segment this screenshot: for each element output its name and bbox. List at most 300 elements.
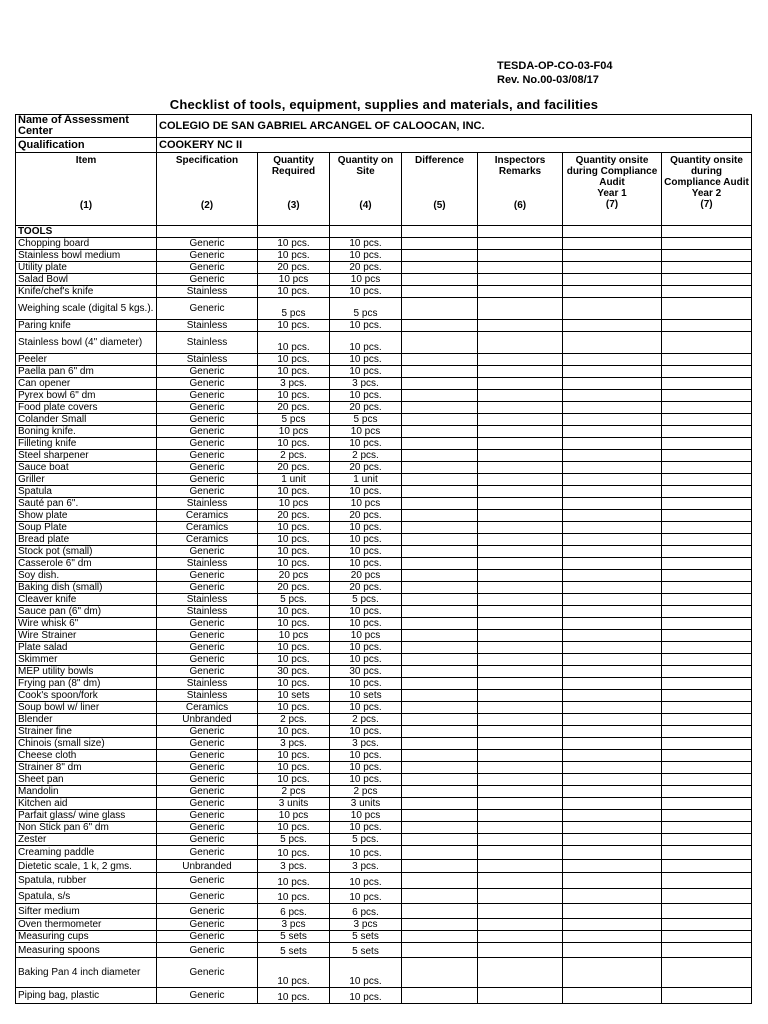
item-cell: Salad Bowl	[16, 274, 157, 286]
table-row	[16, 873, 752, 889]
quantity-onsite-cell: 10 pcs.	[330, 822, 402, 834]
specification-cell: Generic	[157, 931, 258, 943]
table-row	[16, 366, 752, 378]
quantity-required-cell: 10 pcs.	[258, 320, 330, 332]
inspectors-remarks-cell	[478, 426, 563, 438]
inspectors-remarks-cell	[478, 750, 563, 762]
quantity-onsite-cell: 10 pcs.	[330, 558, 402, 570]
specification-cell: Generic	[157, 762, 258, 774]
audit-year2-cell	[662, 654, 752, 666]
item-cell: Measuring spoons	[16, 943, 157, 958]
quantity-onsite-cell: 2 pcs.	[330, 714, 402, 726]
difference-cell	[402, 810, 478, 822]
item-cell: Casserole 6" dm	[16, 558, 157, 570]
audit-year1-cell	[563, 238, 662, 250]
quantity-onsite-cell: 5 pcs.	[330, 594, 402, 606]
quantity-required-cell: 20 pcs.	[258, 582, 330, 594]
inspectors-remarks-cell	[478, 630, 563, 642]
inspectors-remarks-cell	[478, 762, 563, 774]
difference-cell	[402, 582, 478, 594]
audit-year1-cell	[563, 738, 662, 750]
specification-cell: Stainless	[157, 606, 258, 618]
quantity-required-cell: 10 pcs.	[258, 438, 330, 450]
table-row	[16, 462, 752, 474]
quantity-required-cell: 5 sets	[258, 931, 330, 943]
specification-cell: Generic	[157, 822, 258, 834]
quantity-onsite-cell: 3 pcs.	[330, 738, 402, 750]
audit-year2-cell	[662, 846, 752, 860]
audit-year2-cell	[662, 522, 752, 534]
specification-cell: Generic	[157, 390, 258, 402]
table-row	[16, 889, 752, 904]
difference-cell	[402, 558, 478, 570]
item-cell: Paring knife	[16, 320, 157, 332]
table-row	[16, 298, 752, 320]
specification-cell: Generic	[157, 726, 258, 738]
specification-cell: Generic	[157, 426, 258, 438]
audit-year2-cell	[662, 822, 752, 834]
audit-year1-cell	[563, 702, 662, 714]
difference-cell	[402, 988, 478, 1004]
difference-cell	[402, 438, 478, 450]
inspectors-remarks-cell	[478, 654, 563, 666]
difference-cell	[402, 486, 478, 498]
inspectors-remarks-cell	[478, 738, 563, 750]
item-cell: Cleaver knife	[16, 594, 157, 606]
quantity-onsite-cell: 10 pcs.	[330, 618, 402, 630]
audit-year2-cell	[662, 726, 752, 738]
audit-year2-cell	[662, 618, 752, 630]
inspectors-remarks-cell	[478, 873, 563, 889]
audit-year2-cell	[662, 558, 752, 570]
item-cell: Wire whisk 6"	[16, 618, 157, 630]
quantity-required-cell: 5 pcs.	[258, 834, 330, 846]
inspectors-remarks-cell	[478, 534, 563, 546]
table-row	[16, 618, 752, 630]
col-item-header: Item (1)	[16, 153, 157, 226]
inspectors-remarks-cell	[478, 486, 563, 498]
inspectors-remarks-cell	[478, 582, 563, 594]
quantity-required-cell: 10 pcs	[258, 630, 330, 642]
audit-year2-cell	[662, 834, 752, 846]
col-specification-header: Specification (2)	[157, 153, 258, 226]
form-code: TESDA-OP-CO-03-F04	[497, 60, 613, 72]
quantity-onsite-cell: 10 pcs	[330, 810, 402, 822]
audit-year1-cell	[563, 498, 662, 510]
audit-year1-cell	[563, 810, 662, 822]
table-row	[16, 798, 752, 810]
quantity-required-cell: 10 pcs.	[258, 889, 330, 904]
audit-year2-cell	[662, 810, 752, 822]
difference-cell	[402, 834, 478, 846]
inspectors-remarks-cell	[478, 366, 563, 378]
quantity-required-cell: 2 pcs.	[258, 714, 330, 726]
quantity-required-cell: 5 pcs	[258, 298, 330, 320]
inspectors-remarks-cell	[478, 250, 563, 262]
quantity-required-cell: 10 pcs.	[258, 642, 330, 654]
specification-cell: Generic	[157, 919, 258, 931]
quantity-onsite-cell: 10 pcs.	[330, 642, 402, 654]
item-cell: Food plate covers	[16, 402, 157, 414]
audit-year1-cell	[563, 873, 662, 889]
specification-cell: Generic	[157, 750, 258, 762]
audit-year2-cell	[662, 666, 752, 678]
audit-year1-cell	[563, 450, 662, 462]
inspectors-remarks-cell	[478, 726, 563, 738]
inspectors-remarks-cell	[478, 690, 563, 702]
quantity-required-cell: 10 pcs.	[258, 654, 330, 666]
quantity-onsite-cell: 10 pcs.	[330, 438, 402, 450]
specification-cell: Generic	[157, 798, 258, 810]
audit-year1-cell	[563, 320, 662, 332]
quantity-required-cell: 5 pcs	[258, 414, 330, 426]
item-cell: Measuring cups	[16, 931, 157, 943]
audit-year1-cell	[563, 822, 662, 834]
audit-year1-cell	[563, 332, 662, 354]
audit-year1-cell	[563, 618, 662, 630]
inspectors-remarks-cell	[478, 298, 563, 320]
specification-cell: Ceramics	[157, 510, 258, 522]
specification-cell: Generic	[157, 873, 258, 889]
item-cell: Cook's spoon/fork	[16, 690, 157, 702]
quantity-onsite-cell: 10 pcs.	[330, 366, 402, 378]
quantity-onsite-cell: 10 pcs.	[330, 846, 402, 860]
specification-cell: Generic	[157, 570, 258, 582]
quantity-required-cell: 10 pcs.	[258, 618, 330, 630]
item-cell: Kitchen aid	[16, 798, 157, 810]
table-row	[16, 690, 752, 702]
audit-year1-cell	[563, 786, 662, 798]
specification-cell: Generic	[157, 834, 258, 846]
audit-year2-cell	[662, 332, 752, 354]
audit-year1-cell	[563, 414, 662, 426]
table-row	[16, 390, 752, 402]
specification-cell: Generic	[157, 402, 258, 414]
audit-year2-cell	[662, 702, 752, 714]
audit-year2-cell	[662, 714, 752, 726]
inspectors-remarks-cell	[478, 846, 563, 860]
quantity-required-cell: 10 pcs.	[258, 846, 330, 860]
item-cell: Skimmer	[16, 654, 157, 666]
quantity-onsite-cell: 10 pcs.	[330, 678, 402, 690]
table-row	[16, 286, 752, 298]
quantity-required-cell: 10 pcs.	[258, 822, 330, 834]
difference-cell	[402, 274, 478, 286]
item-cell: Colander Small	[16, 414, 157, 426]
quantity-onsite-cell: 3 pcs.	[330, 860, 402, 873]
item-cell: Boning knife.	[16, 426, 157, 438]
difference-cell	[402, 534, 478, 546]
audit-year2-cell	[662, 958, 752, 988]
quantity-required-cell: 3 pcs	[258, 919, 330, 931]
section-label: TOOLS	[16, 226, 157, 238]
difference-cell	[402, 846, 478, 860]
item-cell: Piping bag, plastic	[16, 988, 157, 1004]
audit-year1-cell	[563, 250, 662, 262]
audit-year1-cell	[563, 546, 662, 558]
specification-cell: Generic	[157, 582, 258, 594]
inspectors-remarks-cell	[478, 522, 563, 534]
audit-year1-cell	[563, 726, 662, 738]
difference-cell	[402, 238, 478, 250]
quantity-onsite-cell: 20 pcs	[330, 570, 402, 582]
difference-cell	[402, 474, 478, 486]
audit-year2-cell	[662, 486, 752, 498]
audit-year1-cell	[563, 798, 662, 810]
table-row	[16, 606, 752, 618]
quantity-onsite-cell: 5 pcs.	[330, 834, 402, 846]
item-cell: Paella pan 6" dm	[16, 366, 157, 378]
specification-cell: Generic	[157, 378, 258, 390]
audit-year2-cell	[662, 320, 752, 332]
quantity-required-cell: 10 pcs.	[258, 873, 330, 889]
quantity-onsite-cell: 10 pcs	[330, 274, 402, 286]
quantity-onsite-cell: 10 pcs.	[330, 702, 402, 714]
difference-cell	[402, 726, 478, 738]
audit-year2-cell	[662, 786, 752, 798]
item-cell: Steel sharpener	[16, 450, 157, 462]
audit-year2-cell	[662, 594, 752, 606]
table-row	[16, 510, 752, 522]
audit-year2-cell	[662, 366, 752, 378]
quantity-onsite-cell: 5 sets	[330, 931, 402, 943]
item-cell: Sifter medium	[16, 904, 157, 919]
specification-cell: Stainless	[157, 690, 258, 702]
inspectors-remarks-cell	[478, 786, 563, 798]
difference-cell	[402, 654, 478, 666]
audit-year1-cell	[563, 904, 662, 919]
item-cell: Cheese cloth	[16, 750, 157, 762]
audit-year1-cell	[563, 889, 662, 904]
quantity-onsite-cell: 10 pcs.	[330, 889, 402, 904]
table-row	[16, 238, 752, 250]
audit-year2-cell	[662, 546, 752, 558]
audit-year1-cell	[563, 262, 662, 274]
quantity-onsite-cell: 10 sets	[330, 690, 402, 702]
specification-cell: Generic	[157, 786, 258, 798]
specification-cell: Generic	[157, 486, 258, 498]
audit-year2-cell	[662, 931, 752, 943]
inspectors-remarks-cell	[478, 798, 563, 810]
inspectors-remarks-cell	[478, 774, 563, 786]
quantity-required-cell: 5 pcs.	[258, 594, 330, 606]
table-row	[16, 654, 752, 666]
difference-cell	[402, 414, 478, 426]
page-title: Checklist of tools, equipment, supplies and materials, and facilities	[169, 97, 599, 112]
col-quantity-onsite-header: Quantity on Site (4)	[330, 153, 402, 226]
quantity-onsite-cell: 5 sets	[330, 943, 402, 958]
quantity-required-cell: 10 pcs.	[258, 988, 330, 1004]
specification-cell: Generic	[157, 889, 258, 904]
specification-cell: Ceramics	[157, 702, 258, 714]
inspectors-remarks-cell	[478, 474, 563, 486]
audit-year1-cell	[563, 534, 662, 546]
difference-cell	[402, 606, 478, 618]
quantity-required-cell: 10 pcs.	[258, 390, 330, 402]
audit-year2-cell	[662, 943, 752, 958]
quantity-onsite-cell: 10 pcs.	[330, 873, 402, 889]
item-cell: Zester	[16, 834, 157, 846]
specification-cell: Stainless	[157, 678, 258, 690]
difference-cell	[402, 873, 478, 889]
quantity-onsite-cell: 20 pcs.	[330, 510, 402, 522]
table-row	[16, 642, 752, 654]
inspectors-remarks-cell	[478, 390, 563, 402]
specification-cell: Ceramics	[157, 522, 258, 534]
specification-cell: Generic	[157, 298, 258, 320]
inspectors-remarks-cell	[478, 332, 563, 354]
inspectors-remarks-cell	[478, 642, 563, 654]
inspectors-remarks-cell	[478, 510, 563, 522]
audit-year1-cell	[563, 774, 662, 786]
table-row	[16, 378, 752, 390]
table-row	[16, 438, 752, 450]
audit-year2-cell	[662, 919, 752, 931]
table-row	[16, 546, 752, 558]
item-cell: Stainless bowl (4" diameter)	[16, 332, 157, 354]
quantity-required-cell: 6 pcs.	[258, 904, 330, 919]
table-row	[16, 594, 752, 606]
item-cell: Spatula	[16, 486, 157, 498]
item-cell: Spatula, s/s	[16, 889, 157, 904]
item-cell: Stainless bowl medium	[16, 250, 157, 262]
quantity-onsite-cell: 10 pcs.	[330, 332, 402, 354]
audit-year2-cell	[662, 274, 752, 286]
table-row	[16, 834, 752, 846]
quantity-required-cell: 2 pcs.	[258, 450, 330, 462]
table-row	[16, 320, 752, 332]
table-row	[16, 678, 752, 690]
difference-cell	[402, 286, 478, 298]
item-cell: Griller	[16, 474, 157, 486]
inspectors-remarks-cell	[478, 378, 563, 390]
item-cell: Wire Strainer	[16, 630, 157, 642]
specification-cell: Unbranded	[157, 714, 258, 726]
specification-cell: Generic	[157, 654, 258, 666]
audit-year2-cell	[662, 498, 752, 510]
quantity-onsite-cell: 10 pcs.	[330, 774, 402, 786]
audit-year2-cell	[662, 462, 752, 474]
audit-year2-cell	[662, 298, 752, 320]
table-row	[16, 522, 752, 534]
item-cell: Can opener	[16, 378, 157, 390]
audit-year1-cell	[563, 510, 662, 522]
table-row	[16, 988, 752, 1004]
inspectors-remarks-cell	[478, 666, 563, 678]
specification-cell: Generic	[157, 438, 258, 450]
audit-year1-cell	[563, 378, 662, 390]
quantity-required-cell: 10 pcs.	[258, 522, 330, 534]
difference-cell	[402, 426, 478, 438]
quantity-required-cell: 10 sets	[258, 690, 330, 702]
item-cell: Frying pan (8" dm)	[16, 678, 157, 690]
specification-cell: Generic	[157, 630, 258, 642]
column-header-row	[16, 153, 752, 226]
col-quantity-required-header: Quantity Required (3)	[258, 153, 330, 226]
inspectors-remarks-cell	[478, 822, 563, 834]
quantity-required-cell: 10 pcs.	[258, 774, 330, 786]
item-cell: Parfait glass/ wine glass	[16, 810, 157, 822]
inspectors-remarks-cell	[478, 238, 563, 250]
qualification-label: Qualification	[16, 138, 157, 153]
audit-year1-cell	[563, 522, 662, 534]
audit-year2-cell	[662, 510, 752, 522]
difference-cell	[402, 262, 478, 274]
difference-cell	[402, 678, 478, 690]
item-cell: Plate salad	[16, 642, 157, 654]
item-cell: MEP utility bowls	[16, 666, 157, 678]
specification-cell: Generic	[157, 618, 258, 630]
audit-year2-cell	[662, 354, 752, 366]
audit-year2-cell	[662, 738, 752, 750]
item-cell: Oven thermometer	[16, 919, 157, 931]
audit-year1-cell	[563, 286, 662, 298]
inspectors-remarks-cell	[478, 889, 563, 904]
specification-cell: Generic	[157, 462, 258, 474]
audit-year2-cell	[662, 762, 752, 774]
inspectors-remarks-cell	[478, 498, 563, 510]
table-row	[16, 774, 752, 786]
specification-cell: Stainless	[157, 320, 258, 332]
difference-cell	[402, 762, 478, 774]
difference-cell	[402, 462, 478, 474]
difference-cell	[402, 690, 478, 702]
quantity-onsite-cell: 6 pcs.	[330, 904, 402, 919]
table-row	[16, 943, 752, 958]
quantity-onsite-cell: 5 pcs	[330, 298, 402, 320]
quantity-onsite-cell: 10 pcs.	[330, 354, 402, 366]
audit-year2-cell	[662, 238, 752, 250]
specification-cell: Ceramics	[157, 534, 258, 546]
inspectors-remarks-cell	[478, 606, 563, 618]
audit-year2-cell	[662, 426, 752, 438]
quantity-required-cell: 1 unit	[258, 474, 330, 486]
difference-cell	[402, 904, 478, 919]
table-row	[16, 582, 752, 594]
table-row	[16, 534, 752, 546]
specification-cell: Stainless	[157, 286, 258, 298]
quantity-onsite-cell: 1 unit	[330, 474, 402, 486]
difference-cell	[402, 594, 478, 606]
difference-cell	[402, 450, 478, 462]
quantity-onsite-cell: 10 pcs.	[330, 958, 402, 988]
audit-year2-cell	[662, 474, 752, 486]
audit-year1-cell	[563, 606, 662, 618]
table-row	[16, 958, 752, 988]
col-audit-year1-header: Quantity onsite during Compliance Audit Year 1 (7)	[563, 153, 662, 226]
specification-cell: Generic	[157, 274, 258, 286]
quantity-required-cell: 10 pcs.	[258, 750, 330, 762]
audit-year2-cell	[662, 798, 752, 810]
difference-cell	[402, 919, 478, 931]
inspectors-remarks-cell	[478, 931, 563, 943]
item-cell: Non Stick pan 6" dm	[16, 822, 157, 834]
audit-year2-cell	[662, 262, 752, 274]
col-inspectors-remarks-header: Inspectors Remarks (6)	[478, 153, 563, 226]
table-row	[16, 919, 752, 931]
audit-year2-cell	[662, 570, 752, 582]
audit-year1-cell	[563, 402, 662, 414]
quantity-onsite-cell: 10 pcs.	[330, 286, 402, 298]
item-cell: Creaming paddle	[16, 846, 157, 860]
audit-year2-cell	[662, 438, 752, 450]
quantity-required-cell: 3 units	[258, 798, 330, 810]
inspectors-remarks-cell	[478, 320, 563, 332]
audit-year2-cell	[662, 286, 752, 298]
audit-year1-cell	[563, 762, 662, 774]
audit-year1-cell	[563, 678, 662, 690]
inspectors-remarks-cell	[478, 834, 563, 846]
